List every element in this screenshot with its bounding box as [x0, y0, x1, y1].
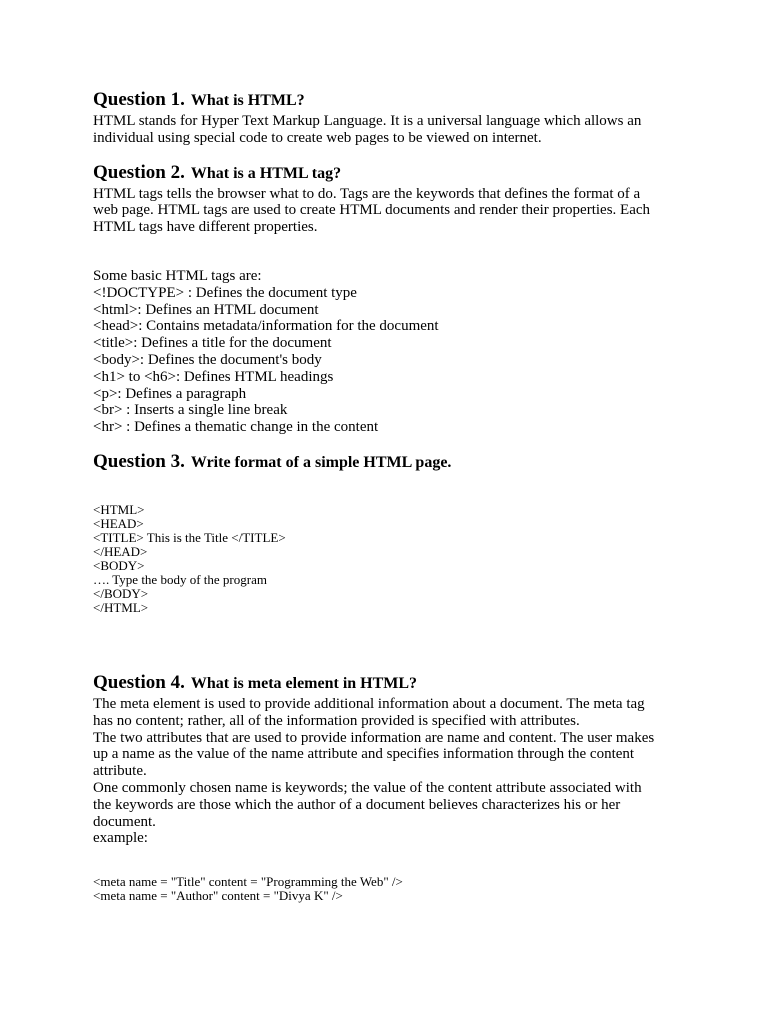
question-text: What is meta element in HTML? [190, 674, 418, 692]
code-line: </BODY> [93, 585, 149, 601]
list-item: <hr> : Defines a thematic change in the content [93, 419, 379, 436]
list-item: Some basic HTML tags are: [93, 267, 262, 284]
code-line: <HTML> [93, 501, 145, 517]
list-item: <body>: Defines the document's body [93, 351, 322, 368]
list-item: <html>: Defines an HTML document [93, 301, 319, 318]
question-1-heading [93, 86, 693, 113]
code-line: …. Type the body of the program [93, 571, 267, 587]
answer-line: One commonly chosen name is keywords; the value of the content attribute associated with [93, 779, 642, 796]
code-line: </HEAD> [93, 543, 148, 559]
document-page [93, 86, 693, 903]
list-item: <title>: Defines a title for the document [93, 335, 332, 352]
question-4-heading [93, 669, 693, 696]
answer-line: up a name as the value of the name attribute and specifies information through the content [93, 746, 635, 763]
question-number: Question 2. [93, 161, 185, 183]
question-number: Question 4. [93, 671, 185, 693]
code-line: <BODY> [93, 557, 145, 573]
basic-tags-list [93, 268, 693, 436]
list-item: <p>: Defines a paragraph [93, 385, 247, 402]
answer-line: has no content; rather, all of the information provided is specified with attributes. [93, 712, 580, 729]
question-text: What is HTML? [190, 92, 305, 109]
answer-line: The meta element is used to provide additional information about a document. The meta tag [93, 695, 645, 712]
question-3 [93, 448, 693, 615]
question-2 [93, 159, 693, 436]
code-block [93, 875, 693, 903]
answer-line: web page. HTML tags are used to create HTML documents and render their properties. Each [93, 202, 651, 219]
answer-line: attribute. [93, 763, 147, 780]
question-text: Write format of a simple HTML page. [190, 453, 452, 471]
code-line: <TITLE> This is the Title </TITLE> [93, 529, 286, 545]
code-line: <HEAD> [93, 515, 144, 531]
question-number: Question 3. [93, 450, 185, 472]
list-item: <h1> to <h6>: Defines HTML headings [93, 368, 334, 385]
question-2-heading [93, 159, 693, 186]
question-3-heading [93, 448, 693, 475]
question-1 [93, 86, 693, 147]
question-text: What is a HTML tag? [190, 164, 342, 182]
question-number: Question 1. [93, 89, 185, 110]
code-line: <meta name = "Author" content = "Divya K" /> [93, 888, 343, 904]
code-block [93, 503, 693, 615]
code-line: </HTML> [93, 599, 149, 615]
answer-line: HTML tags tells the browser what to do. Tags are the keywords that defines the format of a [93, 185, 641, 202]
list-item: <head>: Contains metadata/information for the document [93, 318, 439, 335]
answer-line: The two attributes that are used to provide information are name and content. The user makes [93, 729, 655, 746]
answer-line: individual using special code to create web pages to be viewed on internet. [93, 129, 542, 146]
list-item: <br> : Inserts a single line break [93, 402, 288, 419]
code-line: <meta name = "Title" content = "Programming the Web" /> [93, 874, 403, 890]
answer-line: document. [93, 813, 156, 830]
list-item: <!DOCTYPE> : Defines the document type [93, 284, 357, 301]
question-4 [93, 669, 693, 903]
answer-line: the keywords are those which the author of a document believes characterizes his or her [93, 796, 621, 813]
answer-line: HTML stands for Hyper Text Markup Language. It is a universal language which allows an [93, 113, 642, 129]
answer-line: example: [93, 830, 148, 847]
answer-line: HTML tags have different properties. [93, 219, 318, 236]
